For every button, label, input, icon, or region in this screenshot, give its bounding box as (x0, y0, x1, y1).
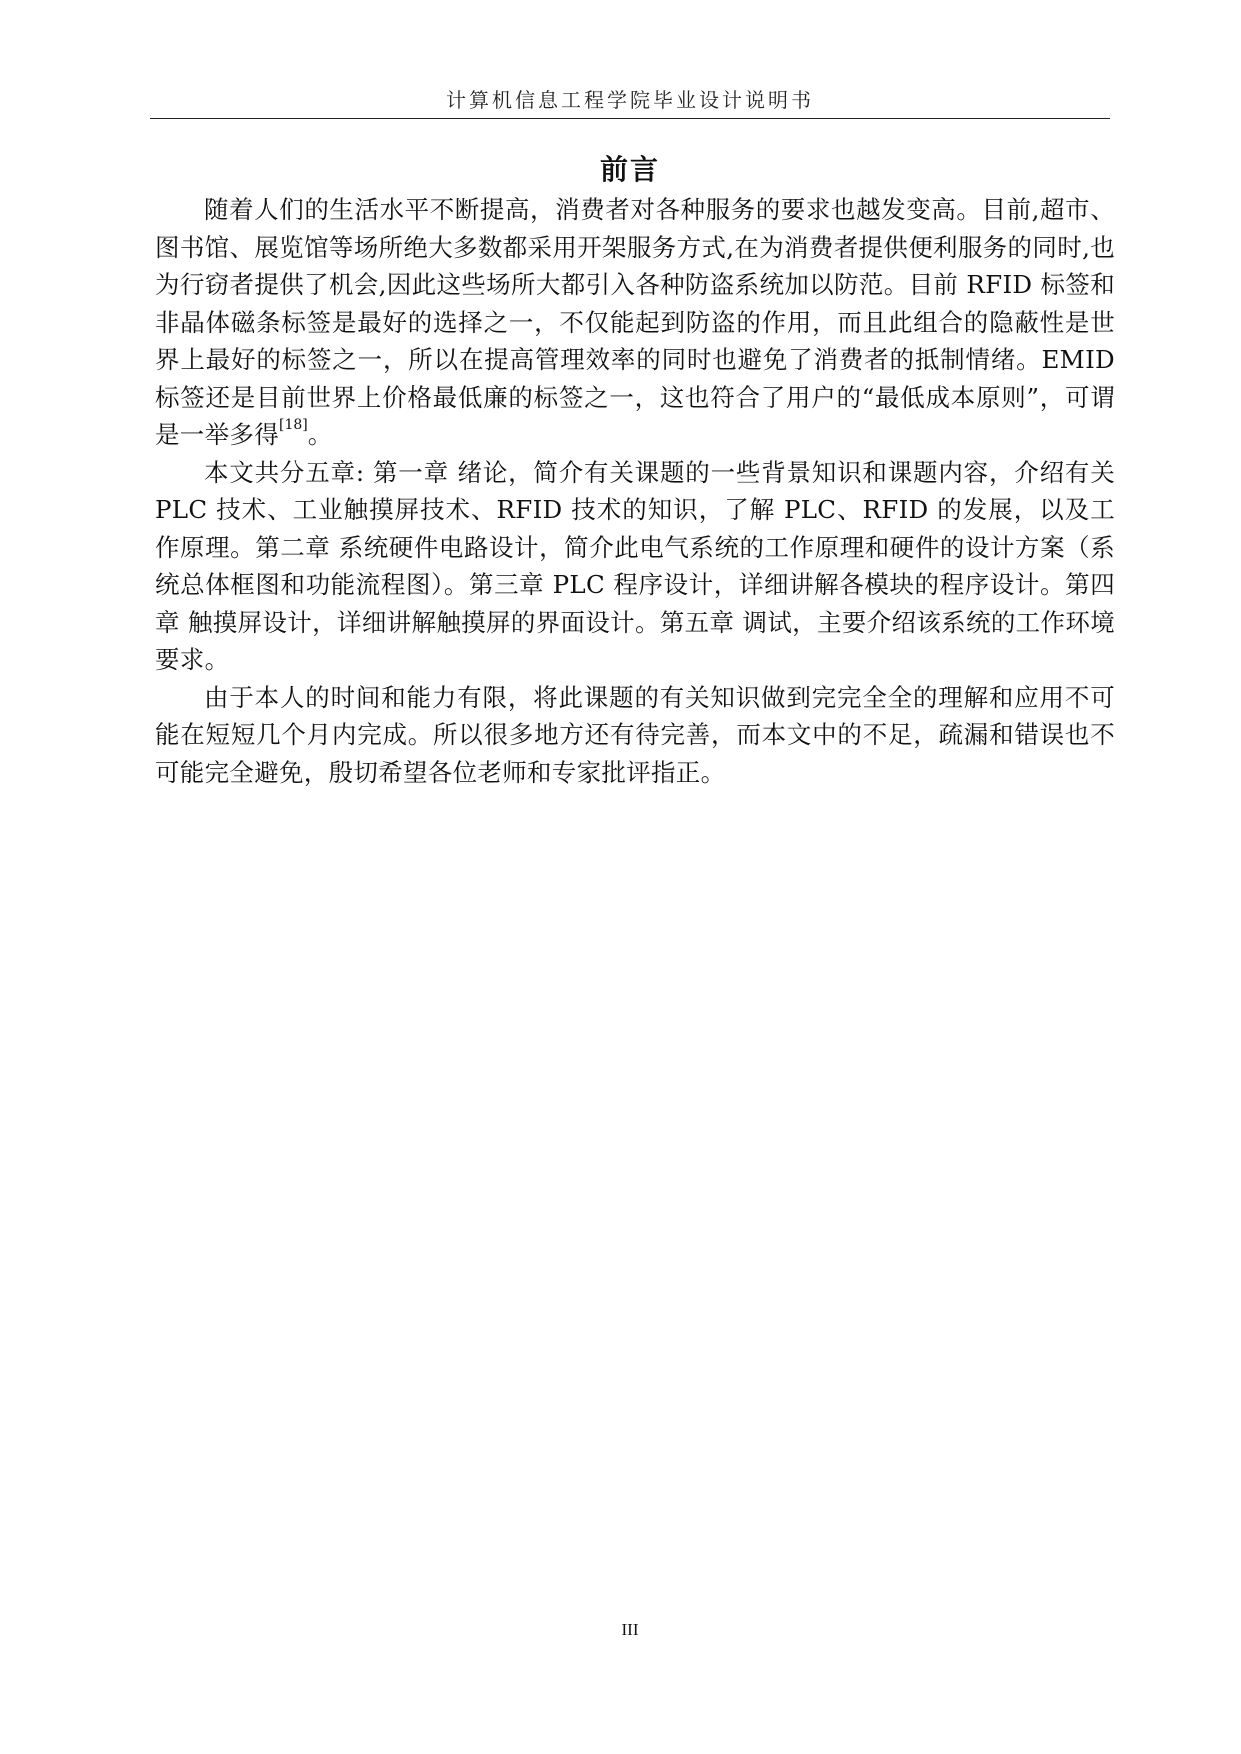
paragraph-introduction (155, 191, 1115, 454)
paragraph-closing-note: 由于本人的时间和能力有限，将此课题的有关知识做到完完全全的理解和应用不可能在短短几个月内完成。所以很多地方还有待完善，而本文中的不足，疏漏和错误也不可能完全避免，殷切希望各位老师和专家批评指正。 (155, 682, 1115, 787)
citation-reference: [18] (279, 417, 308, 433)
running-header-title: 计算机信息工程学院毕业设计说明书 (446, 88, 814, 112)
paragraph-introduction-text: 随着人们的生活水平不断提高，消费者对各种服务的要求也越发变高。目前,超市、图书馆、展览馆等场所绝大多数都采用开架服务方式,在为消费者提供便利服务的同时,也为行窃者提供了机会,因此这些场所大都引入各种防盗系统加以防范。目前 RFID 标签和非晶体磁条标签是最好的选择之一，不仅能起到防盗的作用，而且此组合的隐蔽性是世界上最好的标签之一，所以在提高管理效率的同时也避免了消费者的抵制情绪。EMID 标签还是目前世界上价格最低廉的标签之一，这也符合了用户的“最低成本原则”，可谓是一举多得 (155, 195, 1115, 449)
section-title: 前言 (599, 153, 660, 186)
header-divider (150, 118, 1110, 119)
body-text (155, 191, 1115, 791)
paragraph-introduction-ending: 。 (307, 420, 333, 449)
page-number: III (621, 1620, 639, 1639)
paragraph-chapter-overview: 本文共分五章: 第一章 绪论，简介有关课题的一些背景知识和课题内容，介绍有关 PLC 技术、工业触摸屏技术、RFID 技术的知识，了解 PLC、RFID 的发展，以及工作原理。第二章 系统硬件电路设计，简介此电气系统的工作原理和硬件的设计方案（系统总体框图和功能流程图）。第三章 PLC 程序设计，详细讲解各模块的程序设计。第四章 触摸屏设计，详细讲解触摸屏的界面设计。第五章 调试，主要介绍该系统的工作环境要求。 (155, 457, 1115, 674)
